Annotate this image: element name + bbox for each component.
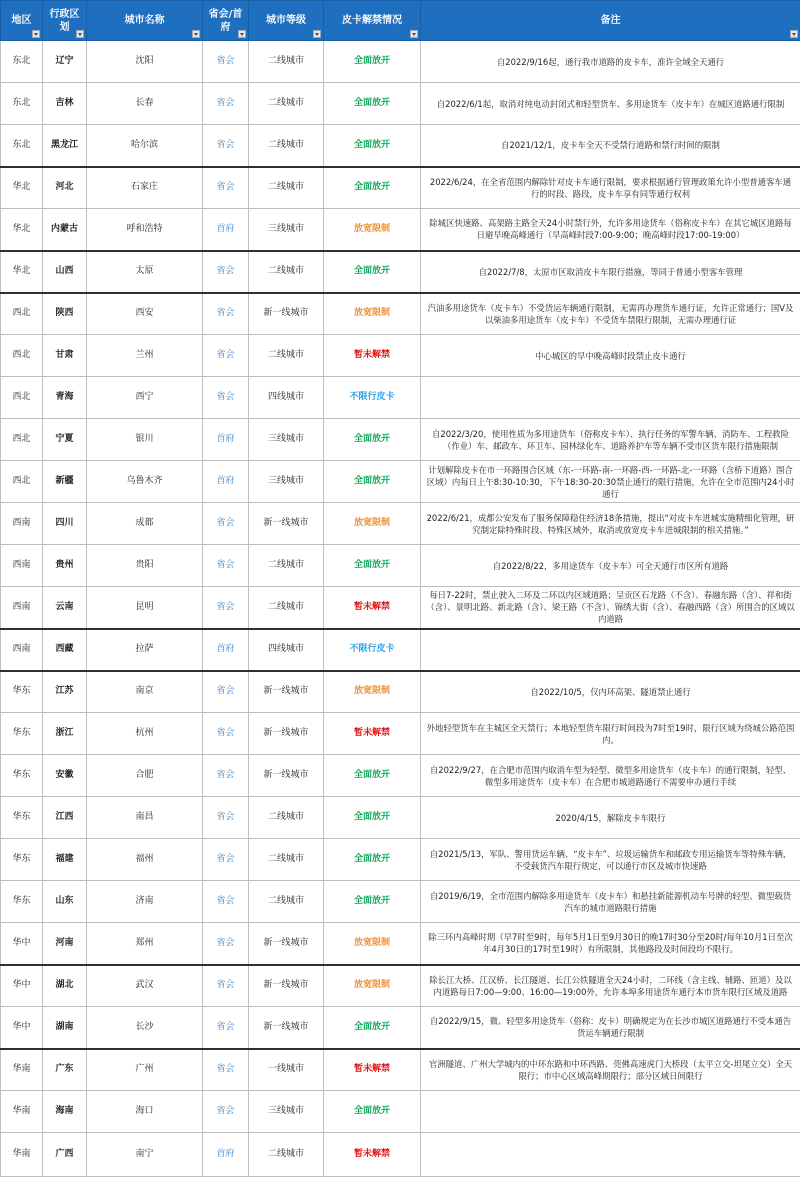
column-header-label: 皮卡解禁情况 <box>342 15 402 26</box>
capital-type-cell: 省会 <box>203 125 249 167</box>
province-cell: 江苏 <box>43 671 87 713</box>
table-row <box>1 545 800 587</box>
filter-dropdown-icon[interactable] <box>410 30 418 38</box>
note-cell: 2022/6/21，成都公安发布了服务保障稳住经济18条措施，提出“对皮卡车进城实施精细化管理，研究制定除特殊时段、特殊区域外，取消或放宽皮卡车进城限制的相关措施。” <box>421 503 800 545</box>
note-cell: 自2022/7/8，太原市区取消皮卡车限行措施，等同于普通小型客车管理 <box>421 251 800 293</box>
city-cell: 西安 <box>87 293 203 335</box>
table-row <box>1 1007 800 1049</box>
status-cell: 暂未解禁 <box>324 335 421 377</box>
table-row <box>1 1091 800 1133</box>
province-cell: 陕西 <box>43 293 87 335</box>
city-cell: 长沙 <box>87 1007 203 1049</box>
note-cell: 自2022/10/5，仅内环高架、隧道禁止通行 <box>421 671 800 713</box>
region-cell: 西南 <box>1 545 43 587</box>
note-cell: 外地轻型货车在主城区全天禁行；本地轻型货车限行时间段为7时至19时，限行区域为绕城公路范围内。 <box>421 713 800 755</box>
city-tier-cell: 二线城市 <box>249 335 324 377</box>
table-row <box>1 167 800 209</box>
region-cell: 西北 <box>1 335 43 377</box>
table-row <box>1 755 800 797</box>
city-tier-cell: 二线城市 <box>249 251 324 293</box>
region-cell: 西北 <box>1 293 43 335</box>
capital-type-cell: 省会 <box>203 587 249 629</box>
status-cell: 全面放开 <box>324 125 421 167</box>
status-cell: 全面放开 <box>324 839 421 881</box>
note-cell: 2022/6/24，在全省范围内解除针对皮卡车通行限制，要求根据通行管理政策允许小型普通客车通行的时段、路段，皮卡车享有同等通行权利 <box>421 167 800 209</box>
capital-type-cell: 首府 <box>203 419 249 461</box>
status-cell: 暂未解禁 <box>324 1049 421 1091</box>
note-cell: 中心城区的早中晚高峰时段禁止皮卡通行 <box>421 335 800 377</box>
region-cell: 西北 <box>1 419 43 461</box>
city-tier-cell: 三线城市 <box>249 419 324 461</box>
province-cell: 辽宁 <box>43 41 87 83</box>
city-tier-cell: 二线城市 <box>249 1133 324 1177</box>
column-header <box>203 1 249 41</box>
city-cell: 昆明 <box>87 587 203 629</box>
province-cell: 新疆 <box>43 461 87 503</box>
status-cell: 全面放开 <box>324 755 421 797</box>
capital-type-cell: 省会 <box>203 377 249 419</box>
status-cell: 不限行皮卡 <box>324 377 421 419</box>
city-cell: 拉萨 <box>87 629 203 671</box>
column-header-label: 备注 <box>601 15 621 26</box>
city-tier-cell: 二线城市 <box>249 839 324 881</box>
status-cell: 全面放开 <box>324 41 421 83</box>
city-cell: 海口 <box>87 1091 203 1133</box>
capital-type-cell: 省会 <box>203 251 249 293</box>
status-cell: 全面放开 <box>324 1091 421 1133</box>
capital-type-cell: 省会 <box>203 545 249 587</box>
province-cell: 安徽 <box>43 755 87 797</box>
city-tier-cell: 二线城市 <box>249 125 324 167</box>
table-row <box>1 713 800 755</box>
city-tier-cell: 四线城市 <box>249 629 324 671</box>
note-cell: 计划解除皮卡在市一环路围合区域（东-一环路-南-一环路-西-一环路-北-一环路（含桥下道路）围合区域）内每日上午8:30-10:30，下午18:30-20:30禁止通行的限行措施，允许在全市范围内24小时通行 <box>421 461 800 503</box>
note-cell: 自2022/3/20，使用性质为多用途货车（俗称皮卡车）、执行任务的军警车辆、消防车、工程救险（作业）车、邮政车、环卫车、园林绿化车、道路养护车等车辆不受市区货车限行措施限制 <box>421 419 800 461</box>
capital-type-cell: 省会 <box>203 335 249 377</box>
column-header-label: 地区 <box>12 15 32 26</box>
city-tier-cell: 二线城市 <box>249 587 324 629</box>
table-row <box>1 41 800 83</box>
column-header <box>324 1 421 41</box>
city-tier-cell: 三线城市 <box>249 461 324 503</box>
province-cell: 湖北 <box>43 965 87 1007</box>
table-row <box>1 251 800 293</box>
note-cell: 除长江大桥、江汉桥、长江隧道、长江公铁隧道全天24小时，二环线（含主线、辅路、匝道）及以内道路每日7:00—9:00、16:00—19:00外，允许本埠多用途货车通行本市货车限行区域及道路 <box>421 965 800 1007</box>
column-header <box>43 1 87 41</box>
city-tier-cell: 新一线城市 <box>249 671 324 713</box>
region-cell: 西北 <box>1 377 43 419</box>
status-cell: 全面放开 <box>324 881 421 923</box>
region-cell: 华北 <box>1 167 43 209</box>
note-cell: 除三环内高峰时期（早7时至9时，每年5月1日至9月30日的晚17时30分至20时/每年10月1日至次年4月30日的17时至19时）有所限制，其他路段及时间段均不限行。 <box>421 923 800 965</box>
filter-dropdown-icon[interactable] <box>32 30 40 38</box>
province-cell: 内蒙古 <box>43 209 87 251</box>
table-row <box>1 293 800 335</box>
filter-dropdown-icon[interactable] <box>238 30 246 38</box>
status-cell: 放宽限制 <box>324 293 421 335</box>
column-header-label: 城市等级 <box>266 15 306 26</box>
note-cell <box>421 1133 800 1177</box>
capital-type-cell: 省会 <box>203 797 249 839</box>
table-row <box>1 125 800 167</box>
city-tier-cell: 新一线城市 <box>249 1007 324 1049</box>
capital-type-cell: 省会 <box>203 755 249 797</box>
capital-type-cell: 首府 <box>203 461 249 503</box>
region-cell: 华东 <box>1 839 43 881</box>
note-cell: 自2022/6/1起，取消对纯电动封闭式和轻型货车、多用途货车（皮卡车）在城区道路通行限制 <box>421 83 800 125</box>
province-cell: 山西 <box>43 251 87 293</box>
column-header-label: 行政区划 <box>50 9 80 33</box>
province-cell: 浙江 <box>43 713 87 755</box>
capital-type-cell: 首府 <box>203 209 249 251</box>
province-cell: 广东 <box>43 1049 87 1091</box>
city-cell: 福州 <box>87 839 203 881</box>
note-cell <box>421 377 800 419</box>
status-cell: 全面放开 <box>324 251 421 293</box>
province-cell: 青海 <box>43 377 87 419</box>
city-cell: 兰州 <box>87 335 203 377</box>
province-cell: 西藏 <box>43 629 87 671</box>
note-cell: 自2019/6/19，全市范围内解除多用途货车（皮卡车）和悬挂新能源机动车号牌的轻型、微型载货汽车的城市道路限行措施 <box>421 881 800 923</box>
table-row <box>1 923 800 965</box>
capital-type-cell: 省会 <box>203 1007 249 1049</box>
table-row <box>1 83 800 125</box>
city-tier-cell: 二线城市 <box>249 41 324 83</box>
region-cell: 东北 <box>1 41 43 83</box>
city-cell: 广州 <box>87 1049 203 1091</box>
filter-dropdown-icon[interactable] <box>76 30 84 38</box>
province-cell: 湖南 <box>43 1007 87 1049</box>
city-cell: 郑州 <box>87 923 203 965</box>
status-cell: 全面放开 <box>324 545 421 587</box>
region-cell: 华南 <box>1 1091 43 1133</box>
province-cell: 江西 <box>43 797 87 839</box>
region-cell: 华南 <box>1 1133 43 1177</box>
region-cell: 华东 <box>1 671 43 713</box>
city-cell: 成都 <box>87 503 203 545</box>
region-cell: 华北 <box>1 209 43 251</box>
region-cell: 华北 <box>1 251 43 293</box>
city-tier-cell: 二线城市 <box>249 545 324 587</box>
city-cell: 太原 <box>87 251 203 293</box>
table-row <box>1 503 800 545</box>
note-cell: 汽油多用途货车（皮卡车）不受货运车辆通行限制，无需再办理货车通行证，允许正常通行；国Ⅴ及以柴油多用途货车（皮卡车）不受货车禁限行限制，无需办理通行证 <box>421 293 800 335</box>
city-tier-cell: 一线城市 <box>249 1049 324 1091</box>
status-cell: 暂未解禁 <box>324 587 421 629</box>
city-cell: 杭州 <box>87 713 203 755</box>
table-row <box>1 419 800 461</box>
province-cell: 山东 <box>43 881 87 923</box>
status-cell: 全面放开 <box>324 461 421 503</box>
table-row <box>1 461 800 503</box>
capital-type-cell: 省会 <box>203 41 249 83</box>
province-cell: 甘肃 <box>43 335 87 377</box>
filter-dropdown-icon[interactable] <box>192 30 200 38</box>
region-cell: 东北 <box>1 125 43 167</box>
city-tier-cell: 四线城市 <box>249 377 324 419</box>
city-tier-cell: 新一线城市 <box>249 923 324 965</box>
status-cell: 放宽限制 <box>324 965 421 1007</box>
note-cell: 官洲隧道、广州大学城内的中环东路和中环西路、莞佛高速虎门大桥段（太平立交-坦尾立交）全天限行；市中心区域高峰期限行；部分区域日间限行 <box>421 1049 800 1091</box>
city-tier-cell: 新一线城市 <box>249 755 324 797</box>
region-cell: 华南 <box>1 1049 43 1091</box>
city-tier-cell: 三线城市 <box>249 1091 324 1133</box>
status-cell: 全面放开 <box>324 419 421 461</box>
note-cell: 自2022/9/27，在合肥市范围内取消车型为轻型、微型多用途货车（皮卡车）的通行限制，轻型、微型多用途货车（皮卡车）在合肥市城道路通行不需要申办通行手续 <box>421 755 800 797</box>
note-cell: 自2021/12/1，皮卡车全天不受禁行道路和禁行时间的限制 <box>421 125 800 167</box>
capital-type-cell: 省会 <box>203 671 249 713</box>
city-cell: 南昌 <box>87 797 203 839</box>
column-header-label: 省会/首府 <box>209 9 243 33</box>
region-cell: 西南 <box>1 629 43 671</box>
note-cell: 自2021/5/13，军队、警用货运车辆、“皮卡车”、垃圾运输货车和邮政专用运输货车等特殊车辆，不受载货汽车限行规定，可以通行市区及城市快速路 <box>421 839 800 881</box>
region-cell: 华东 <box>1 713 43 755</box>
note-cell <box>421 1091 800 1133</box>
city-tier-cell: 新一线城市 <box>249 713 324 755</box>
table-row <box>1 377 800 419</box>
status-cell: 放宽限制 <box>324 209 421 251</box>
capital-type-cell: 省会 <box>203 83 249 125</box>
note-cell: 除城区快速路、高架路主路全天24小时禁行外，允许多用途货车（俗称皮卡车）在其它城区道路每日避早晚高峰通行（早高峰时段7:00-9:00；晚高峰时段17:00-19:00） <box>421 209 800 251</box>
province-cell: 吉林 <box>43 83 87 125</box>
region-cell: 西南 <box>1 587 43 629</box>
province-cell: 河北 <box>43 167 87 209</box>
region-cell: 华东 <box>1 797 43 839</box>
note-cell: 自2022/8/22，多用途货车（皮卡车）可全天通行市区所有道路 <box>421 545 800 587</box>
city-cell: 合肥 <box>87 755 203 797</box>
province-cell: 河南 <box>43 923 87 965</box>
table-row <box>1 671 800 713</box>
table-row <box>1 881 800 923</box>
city-cell: 沈阳 <box>87 41 203 83</box>
status-cell: 全面放开 <box>324 83 421 125</box>
city-tier-cell: 新一线城市 <box>249 503 324 545</box>
table-row <box>1 1049 800 1091</box>
city-cell: 哈尔滨 <box>87 125 203 167</box>
city-tier-cell: 新一线城市 <box>249 293 324 335</box>
city-cell: 银川 <box>87 419 203 461</box>
status-cell: 全面放开 <box>324 167 421 209</box>
header-row <box>1 1 800 41</box>
column-header-label: 城市名称 <box>125 15 165 26</box>
province-cell: 宁夏 <box>43 419 87 461</box>
region-cell: 华中 <box>1 923 43 965</box>
capital-type-cell: 省会 <box>203 965 249 1007</box>
capital-type-cell: 省会 <box>203 881 249 923</box>
capital-type-cell: 省会 <box>203 293 249 335</box>
region-cell: 华东 <box>1 881 43 923</box>
province-cell: 海南 <box>43 1091 87 1133</box>
capital-type-cell: 首府 <box>203 629 249 671</box>
status-cell: 放宽限制 <box>324 923 421 965</box>
city-cell: 西宁 <box>87 377 203 419</box>
note-cell: 每日7-22时，禁止驶入二环及二环以内区域道路；呈贡区石龙路（不含）、春融东路（含）、祥和街（含）、景明北路、新北路（含）、梁王路（不含）、锦绣大街（含）、春融西路（含）所围合的区域以内道路 <box>421 587 800 629</box>
city-cell: 长春 <box>87 83 203 125</box>
filter-dropdown-icon[interactable] <box>790 30 798 38</box>
column-header <box>421 1 800 41</box>
column-header <box>87 1 203 41</box>
status-cell: 全面放开 <box>324 797 421 839</box>
region-cell: 西北 <box>1 461 43 503</box>
province-cell: 贵州 <box>43 545 87 587</box>
city-cell: 贵阳 <box>87 545 203 587</box>
city-tier-cell: 二线城市 <box>249 881 324 923</box>
table-row <box>1 335 800 377</box>
table-row <box>1 839 800 881</box>
region-cell: 西南 <box>1 503 43 545</box>
region-cell: 华中 <box>1 965 43 1007</box>
city-tier-cell: 二线城市 <box>249 167 324 209</box>
city-tier-cell: 二线城市 <box>249 797 324 839</box>
status-cell: 不限行皮卡 <box>324 629 421 671</box>
region-cell: 东北 <box>1 83 43 125</box>
city-tier-cell: 三线城市 <box>249 209 324 251</box>
note-cell: 自2022/9/15，微、轻型多用途货车（俗称：皮卡）明确规定为在长沙市城区道路通行不受本通告货运车辆通行限制 <box>421 1007 800 1049</box>
province-cell: 广西 <box>43 1133 87 1177</box>
province-cell: 云南 <box>43 587 87 629</box>
city-cell: 乌鲁木齐 <box>87 461 203 503</box>
capital-type-cell: 省会 <box>203 503 249 545</box>
province-cell: 黑龙江 <box>43 125 87 167</box>
filter-dropdown-icon[interactable] <box>313 30 321 38</box>
table-row <box>1 965 800 1007</box>
status-cell: 放宽限制 <box>324 503 421 545</box>
table-body <box>1 41 800 1177</box>
region-cell: 华中 <box>1 1007 43 1049</box>
city-tier-cell: 新一线城市 <box>249 965 324 1007</box>
city-tier-cell: 二线城市 <box>249 83 324 125</box>
status-cell: 暂未解禁 <box>324 713 421 755</box>
capital-type-cell: 省会 <box>203 923 249 965</box>
table-row <box>1 797 800 839</box>
city-cell: 武汉 <box>87 965 203 1007</box>
capital-type-cell: 省会 <box>203 1049 249 1091</box>
table-row <box>1 629 800 671</box>
city-cell: 济南 <box>87 881 203 923</box>
table-row <box>1 1133 800 1177</box>
column-header <box>1 1 43 41</box>
status-cell: 全面放开 <box>324 1007 421 1049</box>
status-cell: 放宽限制 <box>324 671 421 713</box>
capital-type-cell: 首府 <box>203 1133 249 1177</box>
table-row <box>1 587 800 629</box>
city-cell: 南宁 <box>87 1133 203 1177</box>
note-cell: 2020/4/15，解除皮卡车限行 <box>421 797 800 839</box>
capital-type-cell: 省会 <box>203 839 249 881</box>
city-cell: 石家庄 <box>87 167 203 209</box>
column-header <box>249 1 324 41</box>
city-cell: 呼和浩特 <box>87 209 203 251</box>
note-cell: 自2022/9/16起，通行我市道路的皮卡车，准许全域全天通行 <box>421 41 800 83</box>
capital-type-cell: 省会 <box>203 713 249 755</box>
status-cell: 暂未解禁 <box>324 1133 421 1177</box>
note-cell <box>421 629 800 671</box>
capital-type-cell: 省会 <box>203 167 249 209</box>
capital-type-cell: 省会 <box>203 1091 249 1133</box>
city-cell: 南京 <box>87 671 203 713</box>
province-cell: 福建 <box>43 839 87 881</box>
table-row <box>1 209 800 251</box>
region-cell: 华东 <box>1 755 43 797</box>
province-cell: 四川 <box>43 503 87 545</box>
